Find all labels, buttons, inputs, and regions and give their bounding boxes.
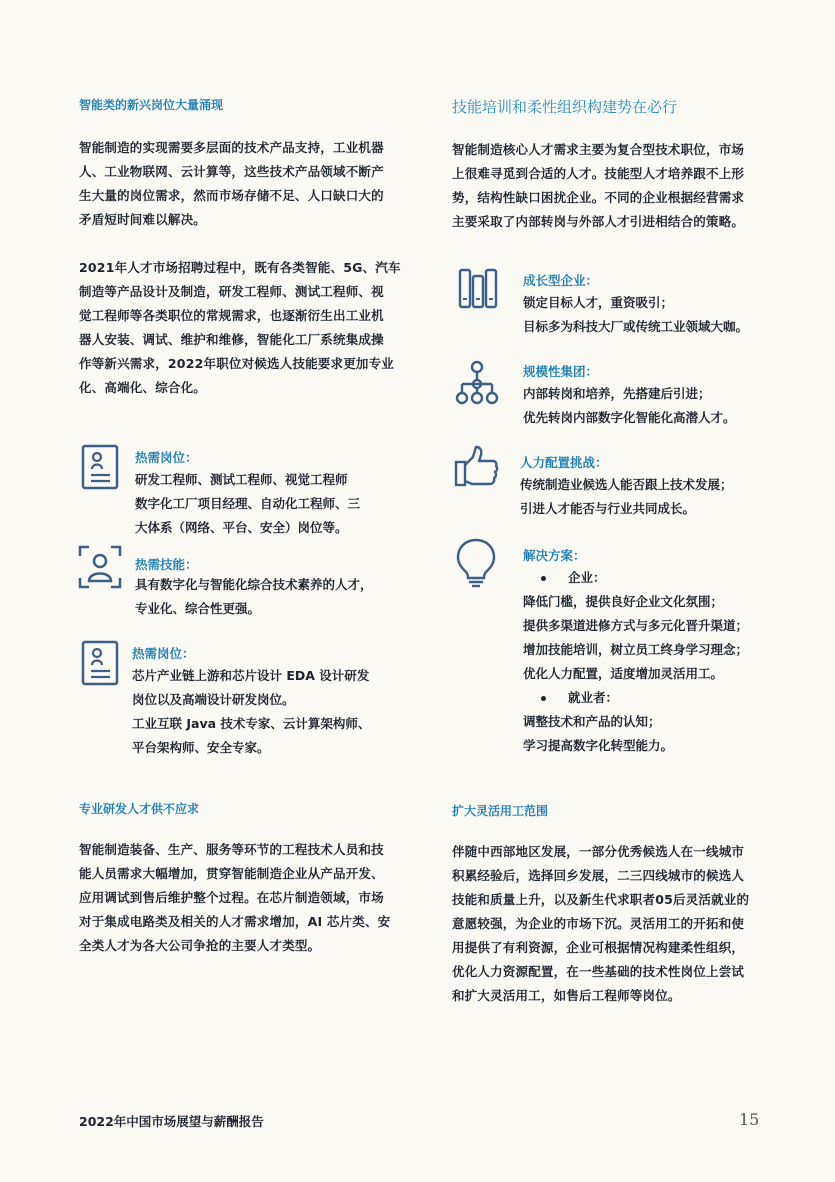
resume-icon <box>81 444 119 490</box>
item-title-large-group: 规模性集团： <box>523 364 599 379</box>
resume-icon <box>81 640 119 686</box>
bullet-dot <box>541 576 546 581</box>
text-line: 觉工程师等各类职位的常规需求，也逐渐衍生出工业机 <box>79 308 384 323</box>
text-line: 优化人力资源配置，在一些基础的技术性岗位上尝试 <box>452 964 745 979</box>
text-line: 制造等产品设计及制造，研发工程师、测试工程师、视 <box>79 284 384 299</box>
text-line: 大体系（网络、平台、安全）岗位等。 <box>135 520 348 535</box>
text-line: 作等新兴需求，2022年职位对候选人技能要求更加专业 <box>79 356 394 371</box>
text-line: 主要采取了内部转岗与外部人才引进相结合的策略。 <box>452 214 745 229</box>
text-line: 势，结构性缺口困扰企业。不同的企业根据经营需求 <box>452 190 745 205</box>
item-body-hot-jobs <box>135 468 360 540</box>
text-line: 化、高端化、综合化。 <box>79 380 207 395</box>
text-line: 传统制造业候选人能否跟上技术发展； <box>520 477 733 492</box>
text-line: 能人员需求大幅增加，贯穿智能制造企业从产品开发、 <box>79 866 384 881</box>
text-line: 学习提高数字化转型能力。 <box>523 738 674 753</box>
bullet-label-jobseeker: 就业者： <box>568 690 619 705</box>
item-body-solution <box>523 566 748 758</box>
text-line: 对于集成电路类及相关的人才需求增加，AI 芯片类、安 <box>79 914 391 929</box>
text-line: 优先转岗内部数字化智能化高潜人才。 <box>523 410 736 425</box>
bullet-dot <box>541 696 546 701</box>
item-title-solution: 解决方案： <box>523 548 586 563</box>
item-body-large-group <box>523 382 736 430</box>
text-line: 数字化工厂项目经理、自动化工程师、三 <box>135 496 361 511</box>
section-title-rd-talent: 专业研发人才供不应求 <box>79 802 200 816</box>
section-title-flexible-work: 扩大灵活用工范围 <box>452 804 549 818</box>
text-line: 提供多渠道进修方式与多元化晋升渠道； <box>523 618 749 633</box>
text-line: 内部转岗和培养，先搭建后引进； <box>523 386 711 401</box>
text-line: 意愿较强，为企业的市场下沉。灵活用工的开拓和使 <box>452 916 745 931</box>
text-line: 全类人才为各大公司争抢的主要人才类型。 <box>79 938 321 953</box>
item-title-staffing-challenge: 人力配置挑战： <box>520 455 608 470</box>
item-body-hot-jobs-2 <box>132 664 370 760</box>
books-icon <box>458 268 498 310</box>
item-title-hot-jobs-2: 热需岗位： <box>132 646 195 661</box>
section-title-training: 技能培训和柔性组织构建势在必行 <box>452 98 678 116</box>
text-line: 智能制造的实现需要多层面的技术产品支持，工业机器 <box>79 140 384 155</box>
text-line: 优化人力配置，适度增加灵活用工。 <box>523 666 724 681</box>
text-line: 矛盾短时间难以解决。 <box>79 212 207 227</box>
item-body-growth-company <box>523 291 748 339</box>
text-line: 降低门槛，提供良好企业文化氛围； <box>523 594 724 609</box>
text-line: 技能和质量上升，以及新生代求职者05后灵活就业的 <box>452 892 750 907</box>
item-title-hot-jobs: 热需岗位： <box>135 450 198 465</box>
item-title-growth-company: 成长型企业： <box>523 273 599 288</box>
text-line: 具有数字化与智能化综合技术素养的人才， <box>135 577 373 592</box>
text-line: 和扩大灵活用工，如售后工程师等岗位。 <box>452 988 681 1003</box>
text-line: 应用调试到售后维护整个过程。在芯片制造领域，市场 <box>79 890 384 905</box>
text-line: 2021年人才市场招聘过程中，既有各类智能、5G、汽车 <box>79 260 401 275</box>
text-line: 研发工程师、测试工程师、视觉工程师 <box>135 472 348 487</box>
text-line: 调整技术和产品的认知； <box>523 714 661 729</box>
thumbs-up-icon <box>454 444 500 488</box>
bullet-company <box>523 566 748 590</box>
text-line: 智能制造核心人才需求主要为复合型技术职位，市场 <box>452 142 745 157</box>
section-title-emerging-jobs: 智能类的新兴岗位大量涌现 <box>79 98 224 112</box>
text-line: 器人安装、调试、维护和维修，智能化工厂系统集成操 <box>79 332 384 347</box>
text-line: 人、工业物联网、云计算等，这些技术产品领域不断产 <box>79 164 384 179</box>
text-line: 上很难寻觅到合适的人才。技能型人才培养跟不上形 <box>452 166 745 181</box>
text-line: 岗位以及高端设计研发岗位。 <box>132 692 295 707</box>
text-line: 引进人才能否与行业共同成长。 <box>520 501 696 516</box>
text-line: 增加技能培训，树立员工终身学习理念； <box>523 642 749 657</box>
bullet-label-company: 企业： <box>568 570 606 585</box>
paragraph-emerging-1 <box>79 136 384 232</box>
item-body-hot-skills <box>135 573 373 621</box>
report-title: 2022年中国市场展望与薪酬报告 <box>79 1114 264 1129</box>
paragraph-emerging-2 <box>79 256 401 400</box>
text-line: 伴随中西部地区发展，一部分优秀候选人在一线城市 <box>452 844 745 859</box>
bullet-jobseeker <box>523 686 748 710</box>
org-chart-icon <box>454 360 500 406</box>
lightbulb-icon <box>456 538 496 588</box>
paragraph-training <box>452 138 744 234</box>
text-line: 智能制造装备、生产、服务等环节的工程技术人员和技 <box>79 842 384 857</box>
text-line: 锁定目标人才，重资吸引； <box>523 295 674 310</box>
paragraph-flexible-work <box>452 840 749 1008</box>
page-number: 15 <box>739 1110 760 1129</box>
person-focus-icon <box>77 544 123 590</box>
text-line: 目标多为科技大厂或传统工业领域大咖。 <box>523 319 749 334</box>
text-line: 用提供了有利资源，企业可根据情况构建柔性组织， <box>452 940 745 955</box>
item-title-hot-skills: 热需技能： <box>135 557 198 572</box>
item-body-staffing-challenge <box>520 473 733 521</box>
text-line: 专业化、综合性更强。 <box>135 601 261 616</box>
paragraph-rd-talent <box>79 838 390 958</box>
text-line: 积累经验后，选择回乡发展，二三四线城市的候选人 <box>452 868 745 883</box>
text-line: 芯片产业链上游和芯片设计 EDA 设计研发 <box>132 668 370 683</box>
text-line: 工业互联 Java 技术专家、云计算架构师、 <box>132 716 371 731</box>
text-line: 平台架构师、安全专家。 <box>132 740 270 755</box>
text-line: 生大量的岗位需求，然而市场存储不足、人口缺口大的 <box>79 188 384 203</box>
